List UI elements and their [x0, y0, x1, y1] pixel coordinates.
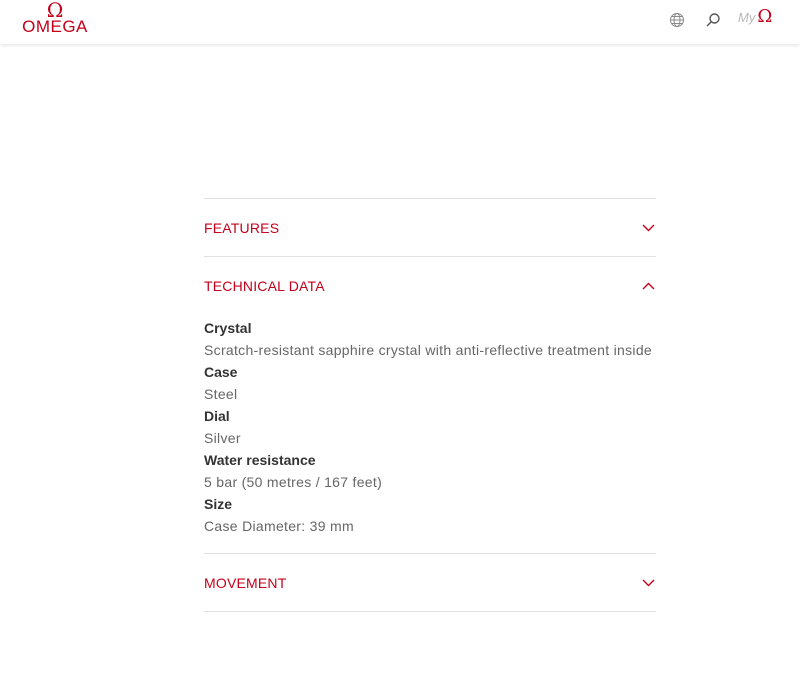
spec-label: Water resistance	[204, 452, 316, 468]
globe-icon[interactable]	[666, 9, 688, 31]
spec-value: Case Diameter: 39 mm	[204, 518, 354, 534]
accordion-item-technical-data	[204, 256, 656, 553]
spec-dial	[204, 405, 656, 449]
chevron-down-icon	[641, 221, 655, 235]
my-account-label: My	[738, 10, 756, 25]
spec-water-resistance	[204, 449, 656, 493]
my-omega-account-link[interactable]	[738, 6, 772, 32]
chevron-up-icon	[641, 279, 655, 293]
chevron-down-icon	[641, 576, 655, 590]
spec-label: Size	[204, 496, 233, 512]
spec-label: Case	[204, 364, 238, 380]
site-header	[0, 0, 800, 44]
omega-logo[interactable]	[20, 0, 90, 44]
spec-crystal	[204, 317, 656, 361]
movement-toggle[interactable]	[204, 554, 656, 611]
technical-data-panel	[204, 314, 656, 553]
features-title: FEATURES	[204, 219, 280, 236]
features-toggle[interactable]	[204, 199, 656, 256]
movement-title: MOVEMENT	[204, 574, 287, 591]
my-account-omega-symbol: Ω	[757, 6, 773, 27]
logo-wordmark: OMEGA	[22, 17, 88, 36]
spec-case	[204, 361, 656, 405]
product-details-accordion	[204, 198, 656, 612]
search-icon[interactable]	[702, 9, 724, 31]
spec-label: Dial	[204, 408, 230, 424]
accordion-item-features	[204, 198, 656, 256]
logo-omega-symbol: Ω	[46, 0, 64, 22]
spec-size	[204, 493, 656, 537]
technical-data-toggle[interactable]	[204, 257, 656, 314]
spec-value: Scratch-resistant sapphire crystal with anti-reflective treatment inside	[204, 342, 652, 358]
spec-label: Crystal	[204, 320, 252, 336]
spec-value: Steel	[204, 386, 238, 402]
technical-data-title: TECHNICAL DATA	[204, 277, 325, 294]
accordion-item-movement	[204, 553, 656, 612]
spec-value: 5 bar (50 metres / 167 feet)	[204, 474, 383, 490]
spec-value: Silver	[204, 430, 241, 446]
